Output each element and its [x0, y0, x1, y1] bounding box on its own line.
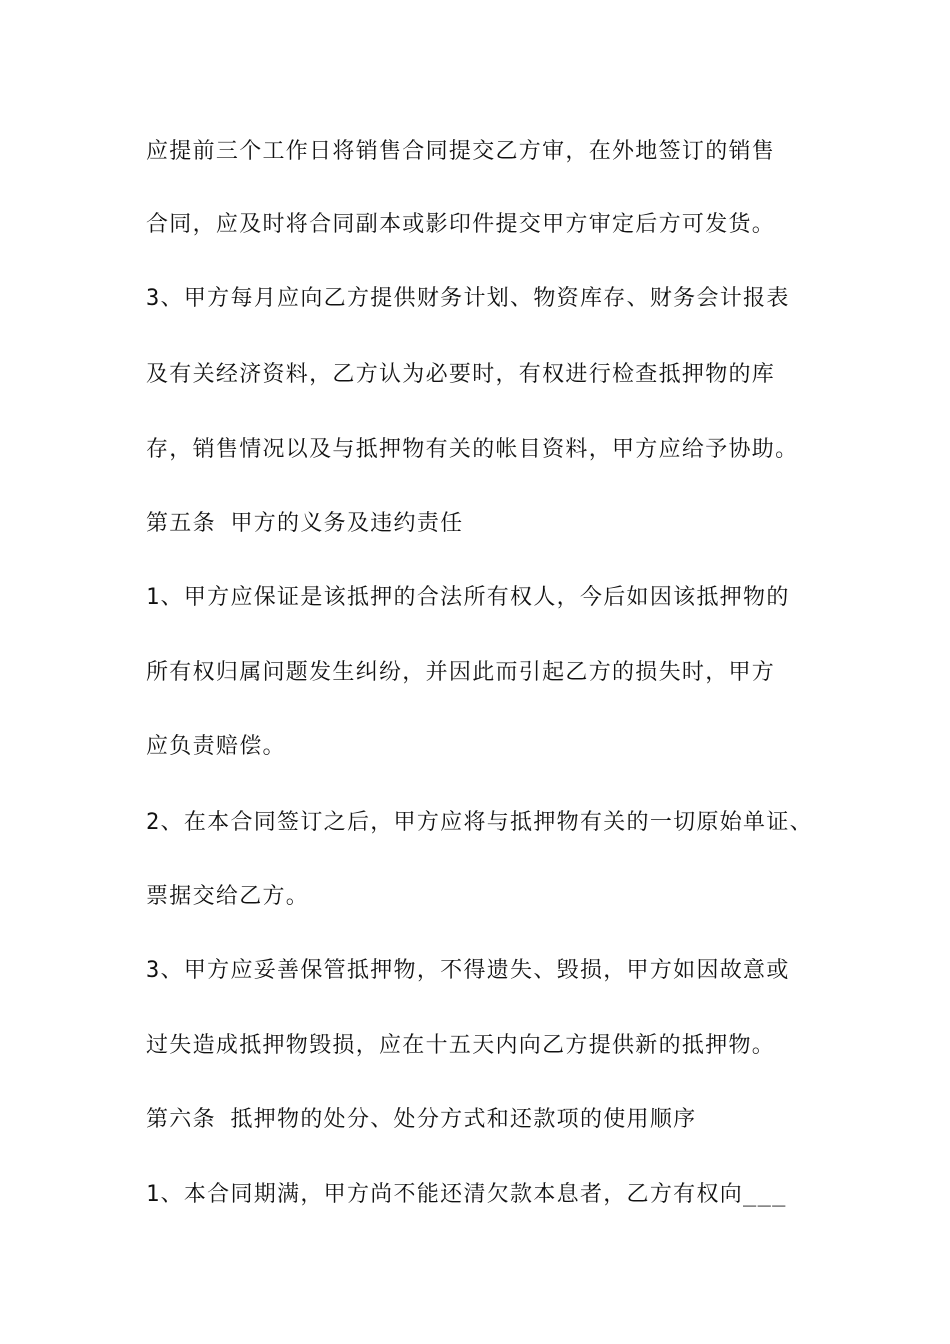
paragraph-line: 3、甲方应妥善保管抵押物，不得遗失、毁损，甲方如因故意或: [146, 958, 790, 983]
paragraph-line: 及有关经济资料，乙方认为必要时，有权进行检查抵押物的库: [146, 362, 776, 387]
paragraph-line: 1、甲方应保证是该抵押的合法所有权人，今后如因该抵押物的: [146, 585, 790, 610]
paragraph-line: 应提前三个工作日将销售合同提交乙方审，在外地签订的销售: [146, 139, 776, 164]
paragraph-line: 1、本合同期满，甲方尚不能还清欠款本息者，乙方有权向___: [146, 1182, 787, 1207]
paragraph-line: 票据交给乙方。: [146, 884, 310, 909]
paragraph-line: 存，销售情况以及与抵押物有关的帐目资料，甲方应给予协助。: [146, 437, 799, 462]
paragraph-line: 应负责赔偿。: [146, 734, 286, 759]
paragraph-line: 3、甲方每月应向乙方提供财务计划、物资库存、财务会计报表: [146, 286, 790, 311]
article-heading: 第五条 甲方的义务及违约责任: [146, 511, 464, 536]
paragraph-line: 所有权归属问题发生纠纷，并因此而引起乙方的损失时，甲方: [146, 660, 776, 685]
paragraph-line: 合同，应及时将合同副本或影印件提交甲方审定后方可发货。: [146, 212, 776, 237]
article-heading: 第六条 抵押物的处分、处分方式和还款项的使用顺序: [146, 1107, 697, 1132]
paragraph-line: 2、在本合同签订之后，甲方应将与抵押物有关的一切原始单证、: [146, 810, 813, 835]
paragraph-line: 过失造成抵押物毁损，应在十五天内向乙方提供新的抵押物。: [146, 1033, 776, 1058]
